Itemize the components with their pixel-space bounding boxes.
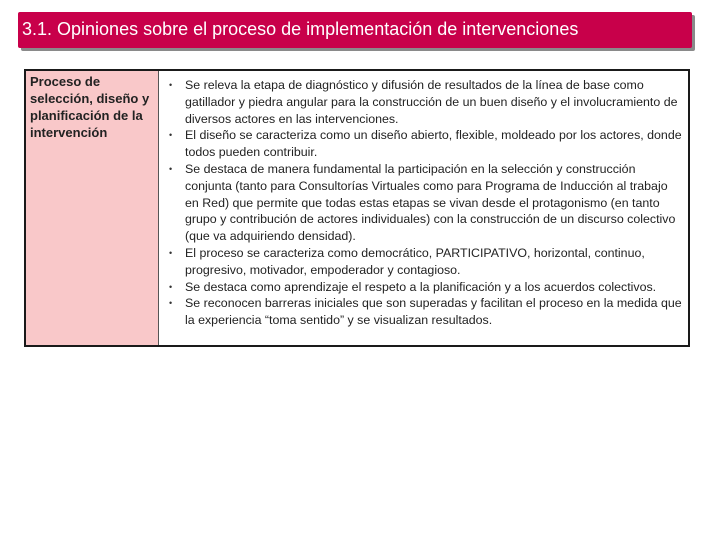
bullet-dot-icon: • [169,247,173,258]
bullet-dot-icon: • [169,80,173,90]
list-item [165,77,684,127]
category-cell [26,71,159,345]
bullet-dot-icon: • [169,130,173,141]
bullet-text: Se reconocen barreras iniciales que son superadas y facilitan el proceso en la medida que la experiencia “toma sentido” y se visualizan resultados. [185,296,682,328]
bullet-text: El proceso se caracteriza como democrático, PARTICIPATIVO, horizontal, continuo, progresivo, motivador, empoderador y contagioso. [185,245,645,277]
list-item [165,161,684,245]
list-item [165,279,684,296]
bullet-text: El diseño se caracteriza como un diseño abierto, flexible, moldeado por los actores, donde todos pueden contribuir. [185,128,682,160]
bullet-list [165,77,684,329]
bullet-text: Se destaca como aprendizaje el respeto a la planificación y a los acuerdos colectivos. [185,279,657,294]
bullet-dot-icon: • [169,298,173,309]
list-item [165,245,684,279]
bullets-cell [159,71,688,345]
list-item [165,295,684,329]
title-bar [18,12,692,48]
bullet-text: Se releva la etapa de diagnóstico y difusión de resultados de la línea de base como gatillador y piedra angular para la construcción de un buen diseño y el involucramiento de diversos actores en las intervenciones. [185,78,678,126]
list-item [165,127,684,161]
bullet-dot-icon: • [169,281,173,292]
bullet-dot-icon: • [169,163,173,174]
slide-title: 3.1. Opiniones sobre el proceso de implementación de intervenciones [22,19,579,39]
bullet-text: Se destaca de manera fundamental la participación en la selección y construcción conjunta (tanto para Consultorías Virtuales como para Programa de Inducción al trabajo en Red) que permite que todas estas etapas se vivan desde el protagonismo (en tanto grupo y contribución de actores individuales) con la construcción de un discurso colectivo (que va adquiriendo densidad). [185,161,676,244]
category-label: Proceso de selección, diseño y planificación de la intervención [30,74,150,140]
content-table [24,69,690,347]
